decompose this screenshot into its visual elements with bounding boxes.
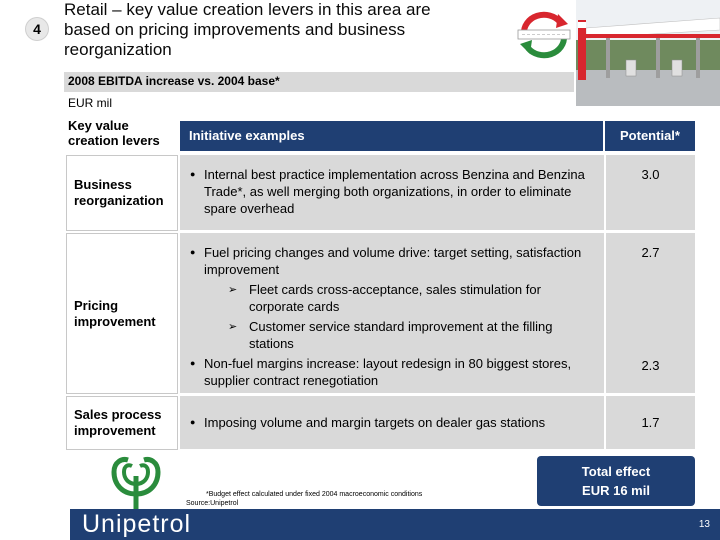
footnote-source: Source:Unipetrol	[186, 500, 239, 507]
lever-label-business	[66, 155, 178, 231]
slide-title	[64, 0, 504, 60]
initiative-text: Non-fuel margins increase: layout redesign in 80 biggest stores, supplier contract renegotiation	[204, 356, 572, 388]
title-line-1: Retail – key value creation levers in this area are	[64, 0, 431, 19]
slide-number-badge: 4	[26, 18, 48, 40]
bullet-icon: ●	[190, 169, 196, 179]
initiative-text: Fuel pricing changes and volume drive: target setting, satisfaction improvement	[204, 245, 582, 277]
cycle-arrows-icon	[514, 8, 574, 60]
lever-business-text: Business reorganization	[74, 177, 164, 208]
bullet-icon: ●	[190, 247, 196, 257]
initiative-subtext: Customer service standard improvement at the filling stations	[249, 319, 553, 351]
footnote-budget: *Budget effect calculated under fixed 2004 macroeconomic conditions	[206, 491, 423, 498]
arrow-bullet-icon: ➢	[228, 284, 238, 296]
potential-column-header: Potential*	[605, 121, 695, 151]
title-line-3: reorganization	[64, 40, 172, 59]
initiative-column-header: Initiative examples	[180, 121, 603, 151]
title-line-2: based on pricing improvements and business	[64, 20, 406, 39]
chart-subtitle: 2008 EBITDA increase vs. 2004 base*	[68, 74, 280, 88]
bullet-icon: ●	[190, 358, 196, 368]
potential-value: 2.3	[641, 358, 660, 373]
lever-pricing-text: Pricing improvement	[74, 297, 156, 329]
unipetrol-emblem-icon	[106, 454, 166, 514]
lever-label-sales	[66, 396, 178, 450]
gas-station-photo	[576, 0, 720, 106]
brand-logo-text: Unipetrol	[82, 510, 192, 538]
lever-column-header: Key value creation levers	[68, 118, 160, 148]
potential-value: 3.0	[641, 167, 660, 182]
total-effect-box	[537, 456, 695, 506]
initiative-text: Imposing volume and margin targets on dealer gas stations	[204, 415, 546, 430]
footnote	[186, 490, 422, 508]
potential-value: 2.7	[641, 245, 660, 260]
initiative-subtext: Fleet cards cross-acceptance, sales stimulation for corporate cards	[249, 282, 541, 314]
lever-sales-text: Sales process improvement	[74, 407, 162, 438]
potential-value: 1.7	[641, 415, 660, 430]
potential-column-divider	[604, 155, 606, 449]
arrow-bullet-icon: ➢	[228, 321, 238, 333]
lever-label-pricing	[66, 233, 178, 394]
total-effect-label: Total effect	[581, 464, 651, 479]
initiative-text: Internal best practice implementation across Benzina and Benzina Trade*, as well merging both organizations, in order to eliminate spare overhead	[204, 167, 585, 216]
page-number: 13	[698, 519, 710, 530]
bullet-icon: ●	[190, 417, 196, 427]
total-effect-value: EUR 16 mil	[582, 483, 650, 498]
unit-label: EUR mil	[68, 96, 112, 110]
